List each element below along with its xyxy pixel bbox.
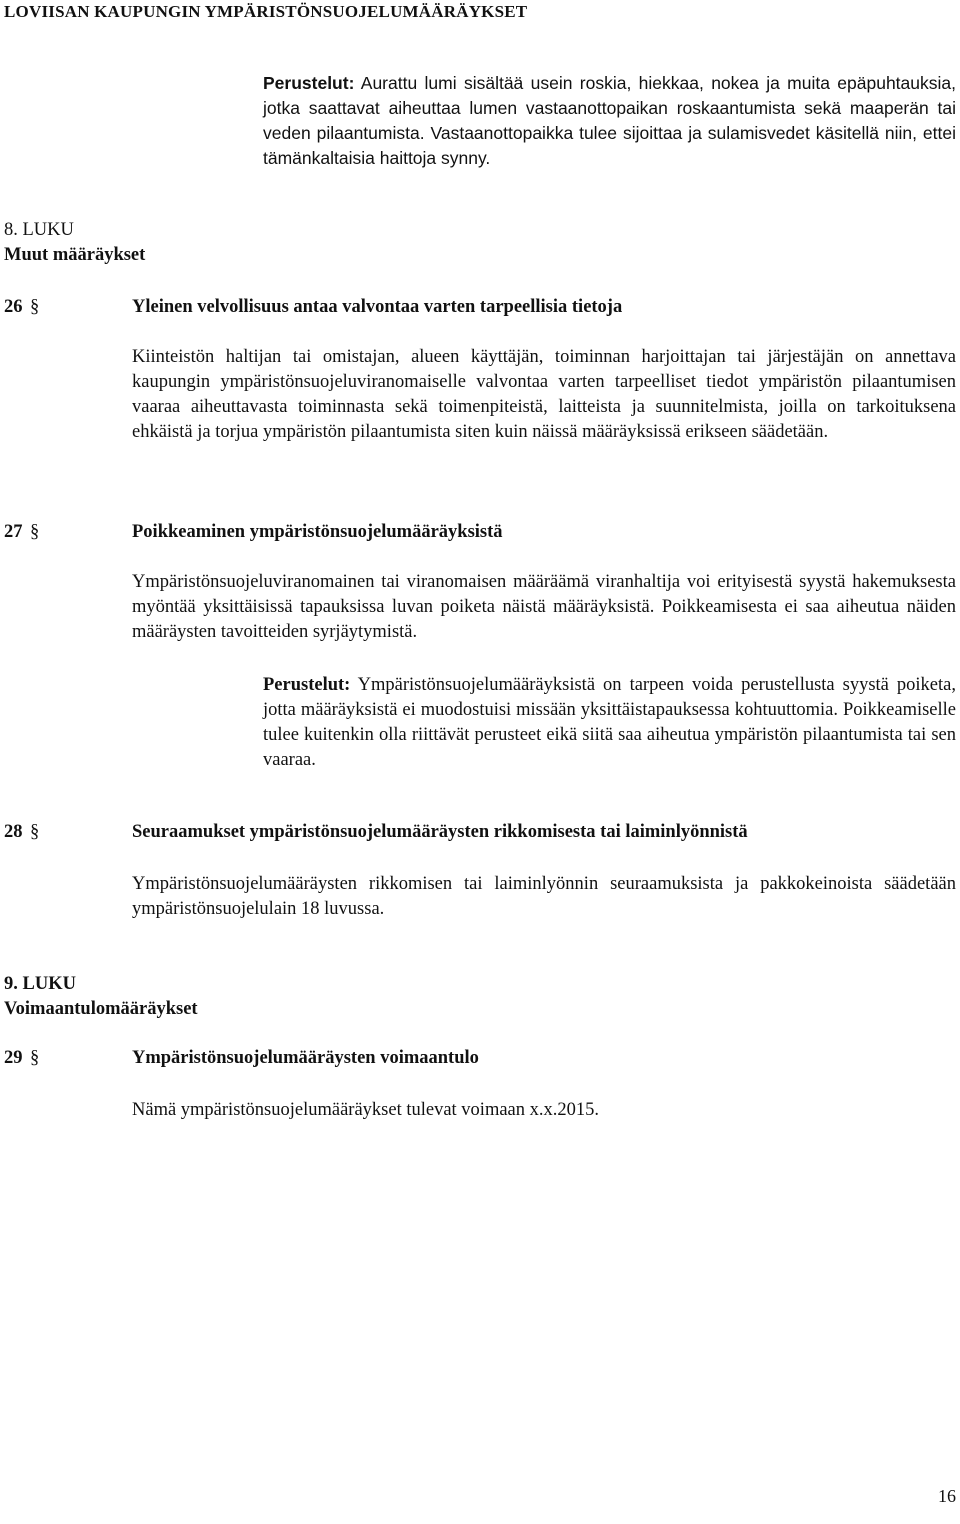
- grounds-text: Ympäristönsuojelumääräyksistä on tarpeen voida perustellusta syystä poiketa, jotta määräyksistä ei muodostuisi missään yksittäistapauksessa kohtuuttomia. Poikkeamiselle tulee kuitenkin olla riittävät perusteet eikä siitä saa aiheutua ympäristön pilaantumista tai sen vaaraa.: [263, 675, 956, 770]
- section-sign: §: [30, 297, 40, 317]
- section-sign: §: [30, 822, 40, 842]
- section-number: 26: [4, 297, 23, 317]
- section-title: Ympäristönsuojelumääräysten voimaantulo: [132, 1048, 479, 1068]
- chapter-title: Voimaantulomääräykset: [4, 999, 198, 1019]
- running-header: LOVIISAN KAUPUNGIN YMPÄRISTÖNSUOJELUMÄÄRÄYKSET: [4, 2, 528, 21]
- section-number: 29: [4, 1048, 23, 1068]
- section-29-heading: [4, 1048, 479, 1069]
- page-number: 16: [938, 1486, 956, 1506]
- chapter-9-heading: [4, 972, 198, 1022]
- section-28-body: Ympäristönsuojelumääräysten rikkomisen tai laiminlyönnin seuraamuksista ja pakkokeinoista säädetään ympäristönsuojelulain 18 luvussa.: [132, 874, 956, 919]
- section-27-body: Ympäristönsuojeluviranomainen tai viranomaisen määräämä viranhaltija voi erityisestä syystä hakemuksesta myöntää yksittäisissä tapauksissa luvan poiketa näistä määräyksistä. Poikkeamisesta ei saa aiheutua näiden määräysten tavoitteiden syrjäytymistä.: [132, 572, 956, 642]
- section-26-body: Kiinteistön haltijan tai omistajan, alueen käyttäjän, toiminnan harjoittajan tai järjestäjän on annettava kaupungin ympäristönsuojeluviranomaiselle valvontaa varten tarpeelliset tiedot ympäristön pilaantumisen vaaraa aiheuttavasta toiminnasta sekä toimenpiteistä, laitteista ja suunnitelmista, joilla on tarkoituksena ehkäistä ja torjua ympäristön pilaantumista siten kuin näissä määräyksissä erikseen säädetään.: [132, 347, 956, 442]
- section-title: Yleinen velvollisuus antaa valvontaa varten tarpeellisia tietoja: [132, 297, 623, 317]
- section-29-body: Nämä ympäristönsuojelumääräykset tulevat voimaan x.x.2015.: [132, 1100, 600, 1120]
- grounds-paragraph-snow: [263, 71, 956, 171]
- section-sign: §: [30, 1048, 40, 1068]
- section-number: 28: [4, 822, 23, 842]
- grounds-label: Perustelut:: [263, 675, 351, 695]
- section-26-heading: [4, 297, 622, 318]
- section-title: Seuraamukset ympäristönsuojelumääräysten rikkomisesta tai laiminlyönnistä: [132, 822, 748, 842]
- chapter-number: 8. LUKU: [4, 220, 74, 240]
- grounds-paragraph-exemption: [263, 673, 956, 773]
- grounds-text: Aurattu lumi sisältää usein roskia, hiekkaa, nokea ja muita epäpuhtauksia, jotka saattavat aiheuttaa lumen vastaanottopaikan roskaantumista sekä maaperän tai veden pilaantumista. Vastaanottopaikka tulee sijoittaa ja sulamisvedet käsitellä niin, ettei tämänkaltaisia haittoja synny.: [263, 73, 956, 168]
- section-sign: §: [30, 522, 40, 542]
- chapter-number: 9. LUKU: [4, 974, 76, 994]
- chapter-title: Muut määräykset: [4, 245, 146, 265]
- section-27-heading: [4, 522, 503, 543]
- chapter-8-heading: [4, 218, 145, 268]
- section-28-heading: [4, 822, 748, 843]
- section-number: 27: [4, 522, 23, 542]
- section-title: Poikkeaminen ympäristönsuojelumääräyksistä: [132, 522, 503, 542]
- grounds-label: Perustelut:: [263, 73, 355, 93]
